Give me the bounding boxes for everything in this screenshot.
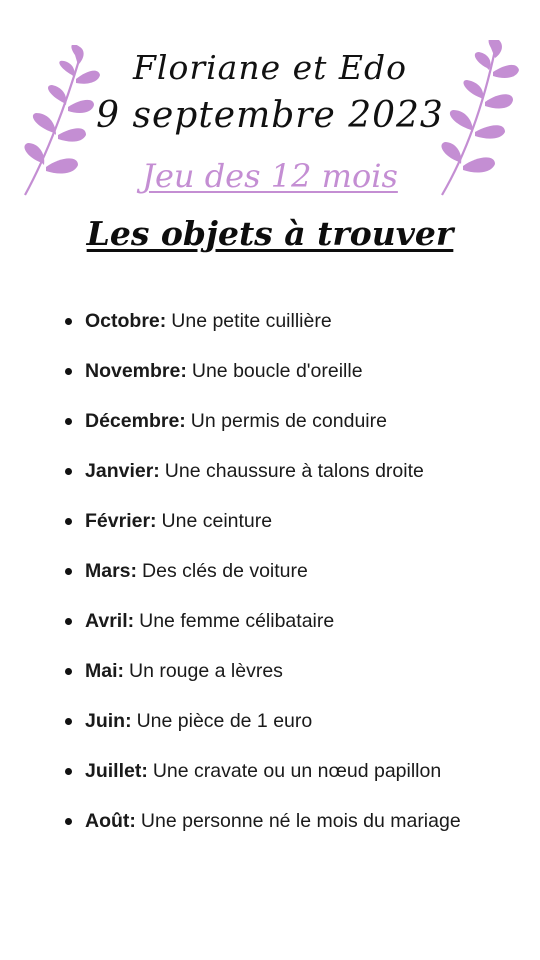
list-item bbox=[65, 796, 525, 846]
couple-names: Floriane et Edo bbox=[133, 48, 407, 87]
bullet-icon bbox=[65, 568, 72, 575]
object-text: Une ceinture bbox=[161, 509, 273, 532]
list-heading-text: Les objets à trouver bbox=[86, 214, 454, 253]
object-text: Un rouge a lèvres bbox=[129, 659, 283, 682]
month-label: Janvier: bbox=[85, 459, 160, 482]
object-text: Une boucle d'oreille bbox=[191, 359, 363, 382]
bullet-icon bbox=[65, 668, 72, 675]
object-text: Une petite cuillière bbox=[171, 309, 332, 332]
game-subtitle-text: Jeu des 12 mois bbox=[142, 157, 398, 195]
objects-list bbox=[65, 296, 525, 846]
object-text: Une personne né le mois du mariage bbox=[140, 809, 461, 832]
bullet-icon bbox=[65, 518, 72, 525]
bullet-icon bbox=[65, 768, 72, 775]
bullet-icon bbox=[65, 618, 72, 625]
month-label: Avril: bbox=[85, 609, 135, 632]
bullet-icon bbox=[65, 468, 72, 475]
list-item bbox=[65, 396, 525, 446]
list-item bbox=[65, 296, 525, 346]
list-item bbox=[65, 746, 525, 796]
month-label: Mars: bbox=[85, 559, 138, 582]
list-item bbox=[65, 346, 525, 396]
month-label: Juillet: bbox=[85, 759, 148, 782]
object-text: Une femme célibataire bbox=[139, 609, 335, 632]
object-text: Une pièce de 1 euro bbox=[136, 709, 313, 732]
list-heading bbox=[0, 212, 540, 256]
object-text: Un permis de conduire bbox=[190, 409, 387, 432]
bullet-icon bbox=[65, 718, 72, 725]
list-item bbox=[65, 646, 525, 696]
bullet-icon bbox=[65, 318, 72, 325]
month-label: Août: bbox=[85, 809, 136, 832]
list-item bbox=[65, 446, 525, 496]
list-item bbox=[65, 696, 525, 746]
list-item bbox=[65, 496, 525, 546]
month-label: Février: bbox=[85, 509, 157, 532]
object-text: Une chaussure à talons droite bbox=[164, 459, 424, 482]
month-label: Décembre: bbox=[85, 409, 186, 432]
object-text: Des clés de voiture bbox=[142, 559, 308, 582]
list-item bbox=[65, 596, 525, 646]
bullet-icon bbox=[65, 818, 72, 825]
month-label: Mai: bbox=[85, 659, 124, 682]
event-date: 9 septembre 2023 bbox=[96, 95, 444, 136]
month-label: Octobre: bbox=[85, 309, 167, 332]
bullet-icon bbox=[65, 368, 72, 375]
game-subtitle bbox=[0, 156, 540, 196]
object-text: Une cravate ou un nœud papillon bbox=[152, 759, 442, 782]
list-item bbox=[65, 546, 525, 596]
bullet-icon bbox=[65, 418, 72, 425]
month-label: Juin: bbox=[85, 709, 132, 732]
month-label: Novembre: bbox=[85, 359, 187, 382]
